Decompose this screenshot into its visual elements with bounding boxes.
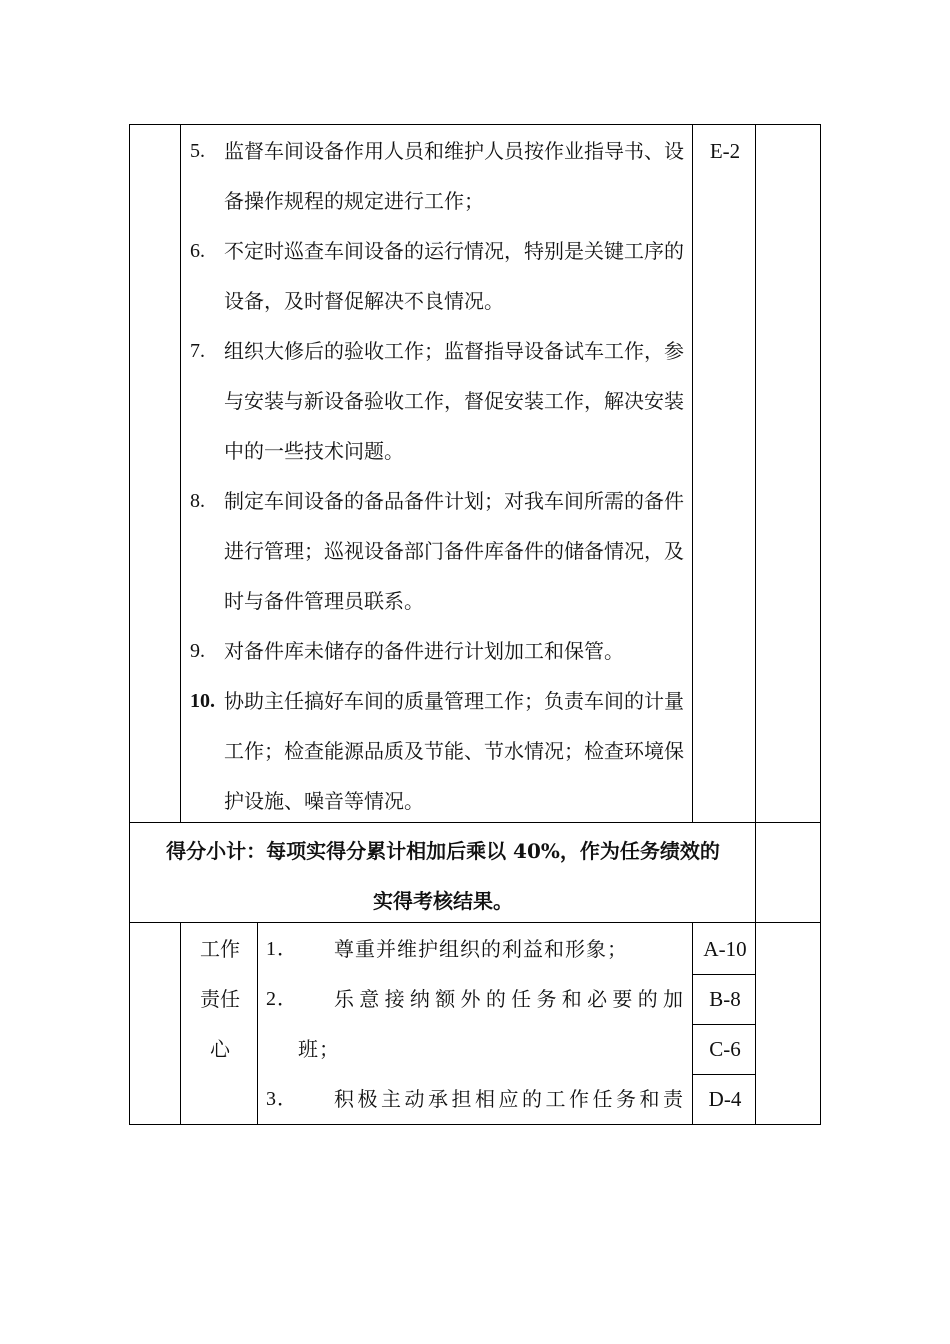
duty-item-5 bbox=[190, 126, 684, 226]
col-divider-1-lower bbox=[180, 922, 181, 1124]
resp-number: 2． bbox=[266, 988, 298, 1010]
duty-number: 6. bbox=[190, 240, 205, 262]
responsibility-item-2 bbox=[266, 974, 684, 1074]
duty-text: 组织大修后的验收工作；监督指导设备试车工作，参与安装与新设备验收工作，督促安装工作，解决安装中的一些技术问题。 bbox=[224, 339, 684, 463]
label-line: 工作 bbox=[200, 937, 240, 961]
duty-text: 不定时巡查车间设备的运行情况，特别是关键工序的设备，及时督促解决不良情况。 bbox=[224, 239, 684, 313]
col-divider-1-upper bbox=[180, 124, 181, 822]
duty-item-9 bbox=[190, 626, 684, 676]
duty-text: 监督车间设备作用人员和维护人员按作业指导书、设备操作规程的规定进行工作； bbox=[224, 139, 684, 213]
duty-grade: E-2 bbox=[709, 139, 741, 163]
duty-number: 9. bbox=[190, 640, 205, 662]
resp-text-continued: 班； bbox=[298, 1037, 340, 1061]
subtotal-line-2: 实得考核结果。 bbox=[373, 889, 513, 913]
subtotal-note bbox=[132, 826, 754, 926]
resp-text: 积极主动承担相应的工作任务和责 bbox=[334, 1087, 684, 1111]
table-right-border bbox=[820, 124, 821, 1125]
duty-number: 8. bbox=[190, 490, 205, 512]
col-divider-content-upper bbox=[692, 124, 693, 822]
label-line: 责任 bbox=[200, 987, 240, 1011]
duty-text: 制定车间设备的备品备件计划；对我车间所需的备件进行管理；巡视设备部门备件库备件的储备情况，及时与备件管理员联系。 bbox=[224, 489, 684, 613]
responsibility-item-3 bbox=[266, 1074, 684, 1124]
duty-item-6 bbox=[190, 226, 684, 326]
duty-text: 对备件库未储存的备件进行计划加工和保管。 bbox=[224, 639, 624, 663]
duty-item-7 bbox=[190, 326, 684, 476]
responsibility-label bbox=[182, 924, 258, 1074]
duty-item-8 bbox=[190, 476, 684, 626]
col-divider-content-lower bbox=[692, 922, 693, 1124]
subtotal-line-1: 得分小计：每项实得分累计相加后乘以 40%，作为任务绩效的 bbox=[166, 839, 720, 863]
grade-a: A-10 bbox=[703, 937, 747, 961]
responsibility-item-1 bbox=[266, 924, 684, 974]
table-bottom-border bbox=[129, 1124, 821, 1125]
grade-d: D-4 bbox=[708, 1087, 742, 1111]
duty-text: 协助主任搞好车间的质量管理工作；负责车间的计量工作；检查能源品质及节能、节水情况；检查环境保护设施、噪音等情况。 bbox=[224, 689, 684, 813]
resp-text: 乐意接纳额外的任务和必要的加 bbox=[334, 987, 684, 1011]
duty-number: 10. bbox=[190, 690, 215, 712]
resp-number: 1． bbox=[266, 938, 298, 960]
grade-b: B-8 bbox=[709, 987, 741, 1011]
duty-item-10 bbox=[190, 676, 684, 826]
grade-c: C-6 bbox=[709, 1037, 741, 1061]
table-top-border bbox=[129, 124, 821, 125]
resp-number: 3． bbox=[266, 1088, 298, 1110]
resp-text: 尊重并维护组织的利益和形象； bbox=[334, 937, 628, 961]
label-line: 心 bbox=[210, 1037, 230, 1061]
duty-number: 5. bbox=[190, 140, 205, 162]
duty-number: 7. bbox=[190, 340, 205, 362]
table-left-border bbox=[129, 124, 130, 1125]
